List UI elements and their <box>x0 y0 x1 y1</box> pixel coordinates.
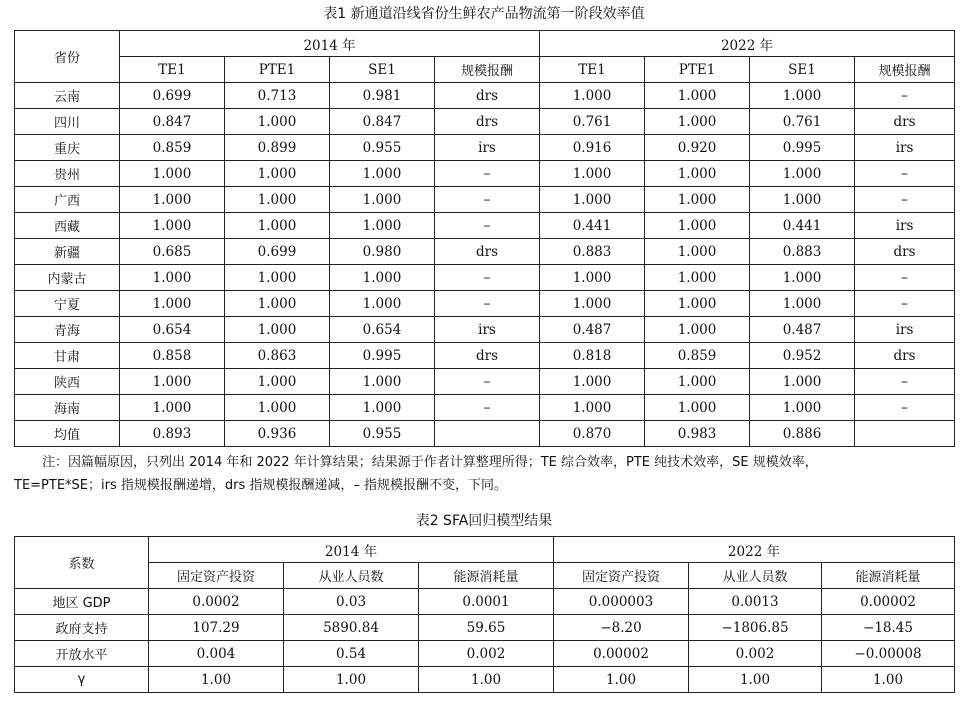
table-row <box>15 109 955 135</box>
row-label: 内蒙古 <box>15 265 120 291</box>
table-cell <box>435 421 540 447</box>
efficiency-table <box>14 30 955 447</box>
table-cell: 0.818 <box>540 343 645 369</box>
table-cell: 0.000003 <box>554 589 689 615</box>
table1-year-2022: 2022 年 <box>540 31 955 57</box>
table-cell: 1.000 <box>330 213 435 239</box>
table1-col-rts: 规模报酬 <box>855 57 955 83</box>
table-cell: 1.000 <box>225 109 330 135</box>
table2-year-2014: 2014 年 <box>149 537 554 563</box>
table-cell: 0.004 <box>149 641 284 667</box>
table1-col-se: SE1 <box>750 57 855 83</box>
table2-col-employees: 从业人员数 <box>284 563 419 589</box>
table-cell: 0.487 <box>750 317 855 343</box>
table-cell: – <box>855 161 955 187</box>
table-cell: 1.000 <box>645 369 750 395</box>
row-label: 重庆 <box>15 135 120 161</box>
table-cell: 0.980 <box>330 239 435 265</box>
table-row <box>15 589 955 615</box>
table-cell: 1.000 <box>330 161 435 187</box>
table-cell: 1.000 <box>645 239 750 265</box>
table-cell: 1.000 <box>540 187 645 213</box>
row-label: 政府支持 <box>15 615 149 641</box>
table-cell: 1.000 <box>120 187 225 213</box>
table-cell: drs <box>435 343 540 369</box>
table-cell: 0.863 <box>225 343 330 369</box>
table-cell: 0.886 <box>750 421 855 447</box>
table-cell: 107.29 <box>149 615 284 641</box>
table-cell: 1.000 <box>750 83 855 109</box>
table-cell: 1.000 <box>120 265 225 291</box>
table-cell: 1.000 <box>225 161 330 187</box>
table-cell: 1.000 <box>225 213 330 239</box>
table-cell: 0.847 <box>120 109 225 135</box>
table-cell: 0.03 <box>284 589 419 615</box>
table-row <box>15 291 955 317</box>
table-cell: 0.002 <box>419 641 554 667</box>
table-cell: 0.955 <box>330 421 435 447</box>
table-cell: 1.00 <box>689 667 822 693</box>
row-label: 海南 <box>15 395 120 421</box>
table-cell: 1.00 <box>419 667 554 693</box>
note-line-2: TE=PTE*SE；irs 指规模报酬递增，drs 指规模报酬递减，– 指规模报酬不变，下同。 <box>14 478 508 493</box>
table-cell: 0.0013 <box>689 589 822 615</box>
table-cell: 1.000 <box>330 291 435 317</box>
table-cell: 0.761 <box>750 109 855 135</box>
table-cell: 0.995 <box>750 135 855 161</box>
table-cell: 1.000 <box>120 161 225 187</box>
table-cell: 1.000 <box>120 395 225 421</box>
table-cell: 1.000 <box>225 395 330 421</box>
table-cell: 1.000 <box>120 291 225 317</box>
table-row <box>15 83 955 109</box>
table-row <box>15 213 955 239</box>
table-cell: 1.000 <box>750 291 855 317</box>
row-label: 陕西 <box>15 369 120 395</box>
table-cell: 0.0001 <box>419 589 554 615</box>
table-cell: 0.983 <box>645 421 750 447</box>
table2-col-fixed-assets: 固定资产投资 <box>554 563 689 589</box>
table-cell: 0.920 <box>645 135 750 161</box>
table-cell: 0.859 <box>645 343 750 369</box>
table-cell: 1.000 <box>750 161 855 187</box>
table-cell: 59.65 <box>419 615 554 641</box>
table1-year-2014: 2014 年 <box>120 31 540 57</box>
table-row <box>15 317 955 343</box>
table-cell: 1.00 <box>284 667 419 693</box>
table-row <box>15 239 955 265</box>
table-cell: 1.000 <box>330 369 435 395</box>
table-cell: drs <box>435 109 540 135</box>
table-cell: 1.00 <box>554 667 689 693</box>
table-cell: 1.000 <box>750 369 855 395</box>
table-cell: 5890.84 <box>284 615 419 641</box>
table-cell: drs <box>855 239 955 265</box>
table-row <box>15 187 955 213</box>
row-label: 新疆 <box>15 239 120 265</box>
table-cell: 1.000 <box>645 395 750 421</box>
table2-caption: 表2 SFA回归模型结果 <box>415 513 553 529</box>
table-cell: 1.000 <box>330 395 435 421</box>
table-cell: −8.20 <box>554 615 689 641</box>
table2-header-row-years <box>15 537 955 563</box>
table-cell: 1.000 <box>540 395 645 421</box>
table-cell: – <box>435 187 540 213</box>
row-label: 四川 <box>15 109 120 135</box>
table1-row-header: 省份 <box>15 31 120 83</box>
table-cell: 1.000 <box>120 213 225 239</box>
table-cell: 1.000 <box>225 265 330 291</box>
table2-header-row-columns <box>15 563 955 589</box>
table-cell: drs <box>435 83 540 109</box>
row-label: γ <box>15 667 149 693</box>
table-cell <box>855 421 955 447</box>
table-cell: 1.000 <box>225 187 330 213</box>
row-label: 宁夏 <box>15 291 120 317</box>
table-row <box>15 421 955 447</box>
table-row <box>15 615 955 641</box>
table1-col-pte: PTE1 <box>225 57 330 83</box>
table1-caption: 表1 新通道沿线省份生鲜农产品物流第一阶段效率值 <box>323 6 645 22</box>
table1-header-row-columns <box>15 57 955 83</box>
table-cell: 1.000 <box>645 83 750 109</box>
table-cell: 1.000 <box>120 369 225 395</box>
table-row <box>15 667 955 693</box>
table-cell: 1.000 <box>645 265 750 291</box>
table-cell: drs <box>855 343 955 369</box>
row-label: 广西 <box>15 187 120 213</box>
table2-row-header: 系数 <box>15 537 149 589</box>
table-cell: −0.00008 <box>822 641 955 667</box>
table-row <box>15 343 955 369</box>
table-cell: 1.000 <box>645 213 750 239</box>
table-cell: 0.654 <box>120 317 225 343</box>
table-cell: 0.847 <box>330 109 435 135</box>
table1-col-rts: 规模报酬 <box>435 57 540 83</box>
table-cell: drs <box>855 109 955 135</box>
table-cell: 0.995 <box>330 343 435 369</box>
table1-col-te: TE1 <box>120 57 225 83</box>
table2-col-energy: 能源消耗量 <box>419 563 554 589</box>
table1-col-se: SE1 <box>330 57 435 83</box>
table-cell: 0.002 <box>689 641 822 667</box>
row-label: 西藏 <box>15 213 120 239</box>
table-cell: 0.699 <box>225 239 330 265</box>
table-cell: 1.00 <box>822 667 955 693</box>
table-cell: irs <box>435 135 540 161</box>
table-cell: 0.654 <box>330 317 435 343</box>
table1-header-row-years <box>15 31 955 57</box>
table-row <box>15 369 955 395</box>
table-cell: 0.955 <box>330 135 435 161</box>
note-line-1: 注：因篇幅原因，只列出 2014 年和 2022 年计算结果；结果源于作者计算整理所得；TE 综合效率，PTE 纯技术效率，SE 规模效率， <box>42 455 818 470</box>
table-cell: 0.0002 <box>149 589 284 615</box>
table-cell: – <box>855 265 955 291</box>
table-cell: – <box>435 369 540 395</box>
table-cell: 0.916 <box>540 135 645 161</box>
row-label: 开放水平 <box>15 641 149 667</box>
table-cell: 1.000 <box>645 187 750 213</box>
table-cell: 1.000 <box>645 317 750 343</box>
table-cell: 0.893 <box>120 421 225 447</box>
table2-year-2022: 2022 年 <box>554 537 955 563</box>
table-cell: 0.00002 <box>822 589 955 615</box>
table-cell: 0.761 <box>540 109 645 135</box>
table-cell: 0.883 <box>750 239 855 265</box>
table-cell: 1.000 <box>225 317 330 343</box>
table-cell: 0.441 <box>750 213 855 239</box>
table-cell: 1.000 <box>645 109 750 135</box>
table-cell: 1.000 <box>225 369 330 395</box>
table-cell: 1.000 <box>330 187 435 213</box>
table-cell: – <box>435 291 540 317</box>
table-cell: – <box>435 161 540 187</box>
table-cell: irs <box>855 317 955 343</box>
table-cell: 0.870 <box>540 421 645 447</box>
table-cell: 0.713 <box>225 83 330 109</box>
table-cell: irs <box>855 135 955 161</box>
table-row <box>15 161 955 187</box>
table-row <box>15 265 955 291</box>
table-cell: – <box>855 83 955 109</box>
table-cell: – <box>855 291 955 317</box>
table1-note <box>14 451 958 497</box>
sfa-regression-table <box>14 536 955 693</box>
table-cell: 0.685 <box>120 239 225 265</box>
row-label: 云南 <box>15 83 120 109</box>
table-cell: 0.899 <box>225 135 330 161</box>
table-cell: 1.000 <box>540 83 645 109</box>
table-cell: 1.000 <box>225 291 330 317</box>
table-cell: 1.000 <box>645 291 750 317</box>
table-cell: 1.00 <box>149 667 284 693</box>
table-cell: 1.000 <box>540 369 645 395</box>
table-cell: 1.000 <box>750 187 855 213</box>
table-cell: 1.000 <box>750 265 855 291</box>
row-label: 地区 GDP <box>15 589 149 615</box>
table-row <box>15 641 955 667</box>
table-cell: – <box>435 265 540 291</box>
table-cell: 1.000 <box>330 265 435 291</box>
table-cell: – <box>855 187 955 213</box>
table1-col-pte: PTE1 <box>645 57 750 83</box>
row-label: 甘肃 <box>15 343 120 369</box>
table-cell: 0.952 <box>750 343 855 369</box>
table-cell: 1.000 <box>645 161 750 187</box>
table-cell: 1.000 <box>540 291 645 317</box>
table-cell: 1.000 <box>750 395 855 421</box>
table-cell: 0.858 <box>120 343 225 369</box>
table2-col-fixed-assets: 固定资产投资 <box>149 563 284 589</box>
table-cell: 0.859 <box>120 135 225 161</box>
table2-col-energy: 能源消耗量 <box>822 563 955 589</box>
table-cell: – <box>435 213 540 239</box>
row-label: 贵州 <box>15 161 120 187</box>
table1-col-te: TE1 <box>540 57 645 83</box>
table-cell: drs <box>435 239 540 265</box>
table-cell: 0.883 <box>540 239 645 265</box>
table-row <box>15 395 955 421</box>
table-cell: – <box>435 395 540 421</box>
table-cell: 0.441 <box>540 213 645 239</box>
table2-col-employees: 从业人员数 <box>689 563 822 589</box>
table-cell: – <box>855 369 955 395</box>
row-label: 均值 <box>15 421 120 447</box>
table-cell: −18.45 <box>822 615 955 641</box>
table-cell: 0.981 <box>330 83 435 109</box>
table-cell: – <box>855 395 955 421</box>
table-cell: 0.487 <box>540 317 645 343</box>
table-cell: irs <box>435 317 540 343</box>
table-cell: 0.54 <box>284 641 419 667</box>
table-cell: irs <box>855 213 955 239</box>
table-cell: 0.699 <box>120 83 225 109</box>
table-cell: 0.936 <box>225 421 330 447</box>
table-cell: 1.000 <box>540 265 645 291</box>
table-cell: −1806.85 <box>689 615 822 641</box>
row-label: 青海 <box>15 317 120 343</box>
table-cell: 0.00002 <box>554 641 689 667</box>
table-row <box>15 135 955 161</box>
table-cell: 1.000 <box>540 161 645 187</box>
